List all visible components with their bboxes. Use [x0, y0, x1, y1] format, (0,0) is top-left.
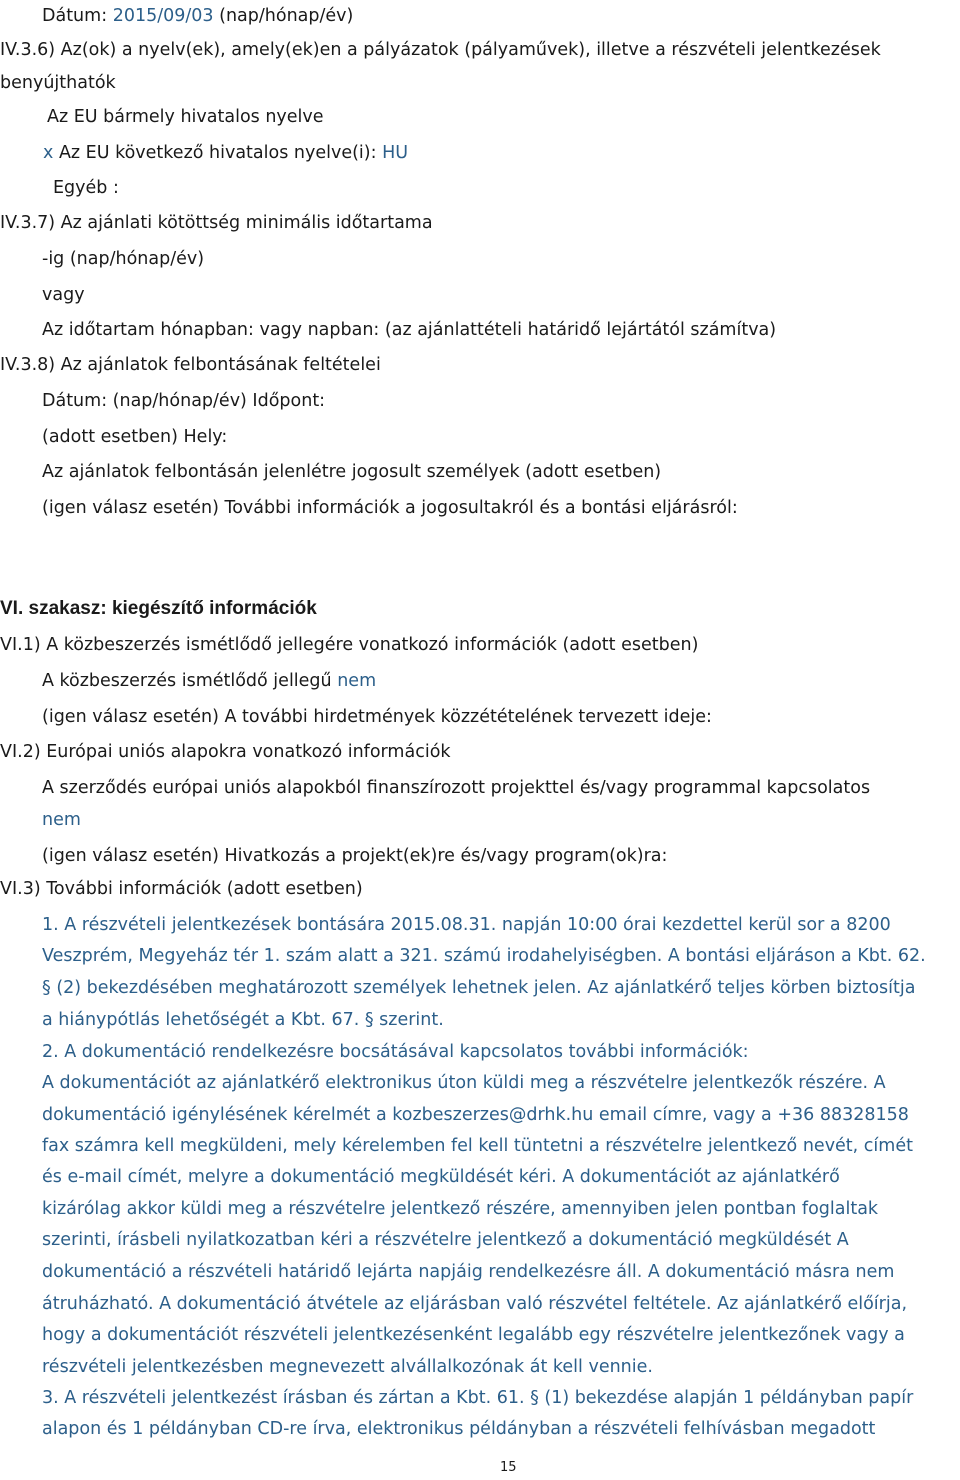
vi2-heading: VI.2) Európai uniós alapokra vonatkozó információk [0, 742, 451, 762]
page-number: 15 [500, 1460, 517, 1475]
iv37-line-2: vagy [42, 285, 85, 305]
vi3-line: részvételi jelentkezésben megnevezett alvállalkozónak át kell vennie. [42, 1357, 653, 1377]
vi1-line-2: (igen válasz esetén) A további hirdetmények közzétételének tervezett ideje: [42, 707, 712, 727]
iv36-language-value: HU [382, 143, 409, 163]
iv38-line-3: Az ajánlatok felbontásán jelenlétre jogosult személyek (adott esetben) [42, 462, 662, 482]
vi3-heading: VI.3) További információk (adott esetben) [0, 879, 363, 899]
datum-label: Dátum: [42, 6, 108, 26]
vi3-line: a hiánypótlás lehetőségét a Kbt. 67. § szerint. [42, 1010, 444, 1030]
vi3-line: 1. A részvételi jelentkezések bontására 2015.08.31. napján 10:00 órai kezdettel kerül sor a 8200 [42, 915, 891, 935]
datum-line [42, 4, 353, 28]
vi3-line: dokumentáció igénylésének kérelmét a kozbeszerzes@drhk.hu email címre, vagy a +36 88328158 [42, 1105, 909, 1125]
vi2-line-3: (igen válasz esetén) Hivatkozás a projekt(ek)re és/vagy program(ok)ra: [42, 846, 668, 866]
vi1-heading: VI.1) A közbeszerzés ismétlődő jellegére vonatkozó információk (adott esetben) [0, 635, 699, 655]
iv36-option-other: Egyéb : [53, 178, 119, 198]
vi3-line: és e-mail címét, melyre a dokumentáció megküldését kéri. A dokumentációt az ajánlatkérő [42, 1167, 840, 1187]
iv38-line-1: Dátum: (nap/hónap/év) Időpont: [42, 391, 326, 411]
iv36-option-any: Az EU bármely hivatalos nyelve [47, 107, 324, 127]
vi3-line: átruházható. A dokumentáció átvétele az eljárásban való részvétel feltétele. Az ajánlatkérő előírja, [42, 1294, 908, 1314]
vi3-line: fax számra kell megküldeni, mely kérelemben fel kell tüntetni a részvételre jelentkező nevét, címét [42, 1136, 913, 1156]
iv36-option-label: Az EU következő hivatalos nyelve(i): [58, 143, 377, 163]
iv37-line-1: -ig (nap/hónap/év) [42, 249, 205, 269]
vi-section-heading: VI. szakasz: kiegészítő információk [0, 598, 317, 619]
vi1-line-1-value: nem [337, 671, 377, 691]
iv36-heading-cont: benyújthatók [0, 73, 116, 93]
vi3-line: dokumentáció a részvételi határidő lejárta napjáig rendelkezésre áll. A dokumentáció másra nem [42, 1262, 895, 1282]
vi1-line-1-label: A közbeszerzés ismétlődő jellegű [42, 671, 332, 691]
vi1-line-1 [42, 669, 376, 693]
vi3-line: szerinti, írásbeli nyilatkozatban kéri a részvételre jelentkező a dokumentáció megküldését A [42, 1230, 849, 1250]
vi3-line: 3. A részvételi jelentkezést írásban és zártan a Kbt. 61. § (1) bekezdése alapján 1 példányban papír [42, 1388, 914, 1408]
vi3-line: alapon és 1 példányban CD-re írva, elektronikus példányban a részvételi felhívásban megadott [42, 1419, 876, 1439]
iv38-heading: IV.3.8) Az ajánlatok felbontásának feltételei [0, 355, 381, 375]
iv37-heading: IV.3.7) Az ajánlati kötöttség minimális időtartama [0, 213, 433, 233]
vi3-line: kizárólag akkor küldi meg a részvételre jelentkező részére, amennyiben jelen pontban foglaltak [42, 1199, 879, 1219]
vi3-line: A dokumentációt az ajánlatkérő elektronikus úton küldi meg a részvételre jelentkezők részére. A [42, 1073, 886, 1093]
iv36-heading: IV.3.6) Az(ok) a nyelv(ek), amely(ek)en a pályázatok (pályaművek), illetve a részvételi jelentkezések [0, 40, 881, 60]
vi2-line-2: nem [42, 810, 81, 830]
iv38-line-2: (adott esetben) Hely: [42, 427, 228, 447]
checked-mark: x [43, 143, 54, 163]
datum-value: 2015/09/03 [112, 6, 214, 26]
vi3-line: hogy a dokumentációt részvételi jelentkezésenként legalább egy részvételre jelentkezőnek vagy a [42, 1325, 905, 1345]
vi2-line-1: A szerződés európai uniós alapokból finanszírozott projekttel és/vagy programmal kapcsolatos [42, 778, 871, 798]
iv37-line-3: Az időtartam hónapban: vagy napban: (az ajánlattételi határidő lejártától számítva) [42, 320, 777, 340]
datum-format: (nap/hónap/év) [219, 6, 354, 26]
vi3-line: § (2) bekezdésében meghatározott személyek lehetnek jelen. Az ajánlatkérő teljes körben biztosítja [42, 978, 916, 998]
vi3-line: Veszprém, Megyeház tér 1. szám alatt a 321. számú irodahelyiségben. A bontási eljáráson a Kbt. 62. [42, 946, 926, 966]
iv38-line-4: (igen válasz esetén) További információk a jogosultakról és a bontási eljárásról: [42, 498, 738, 518]
iv36-option-following [43, 141, 408, 165]
vi3-line: 2. A dokumentáció rendelkezésre bocsátásával kapcsolatos további információk: [42, 1042, 749, 1062]
